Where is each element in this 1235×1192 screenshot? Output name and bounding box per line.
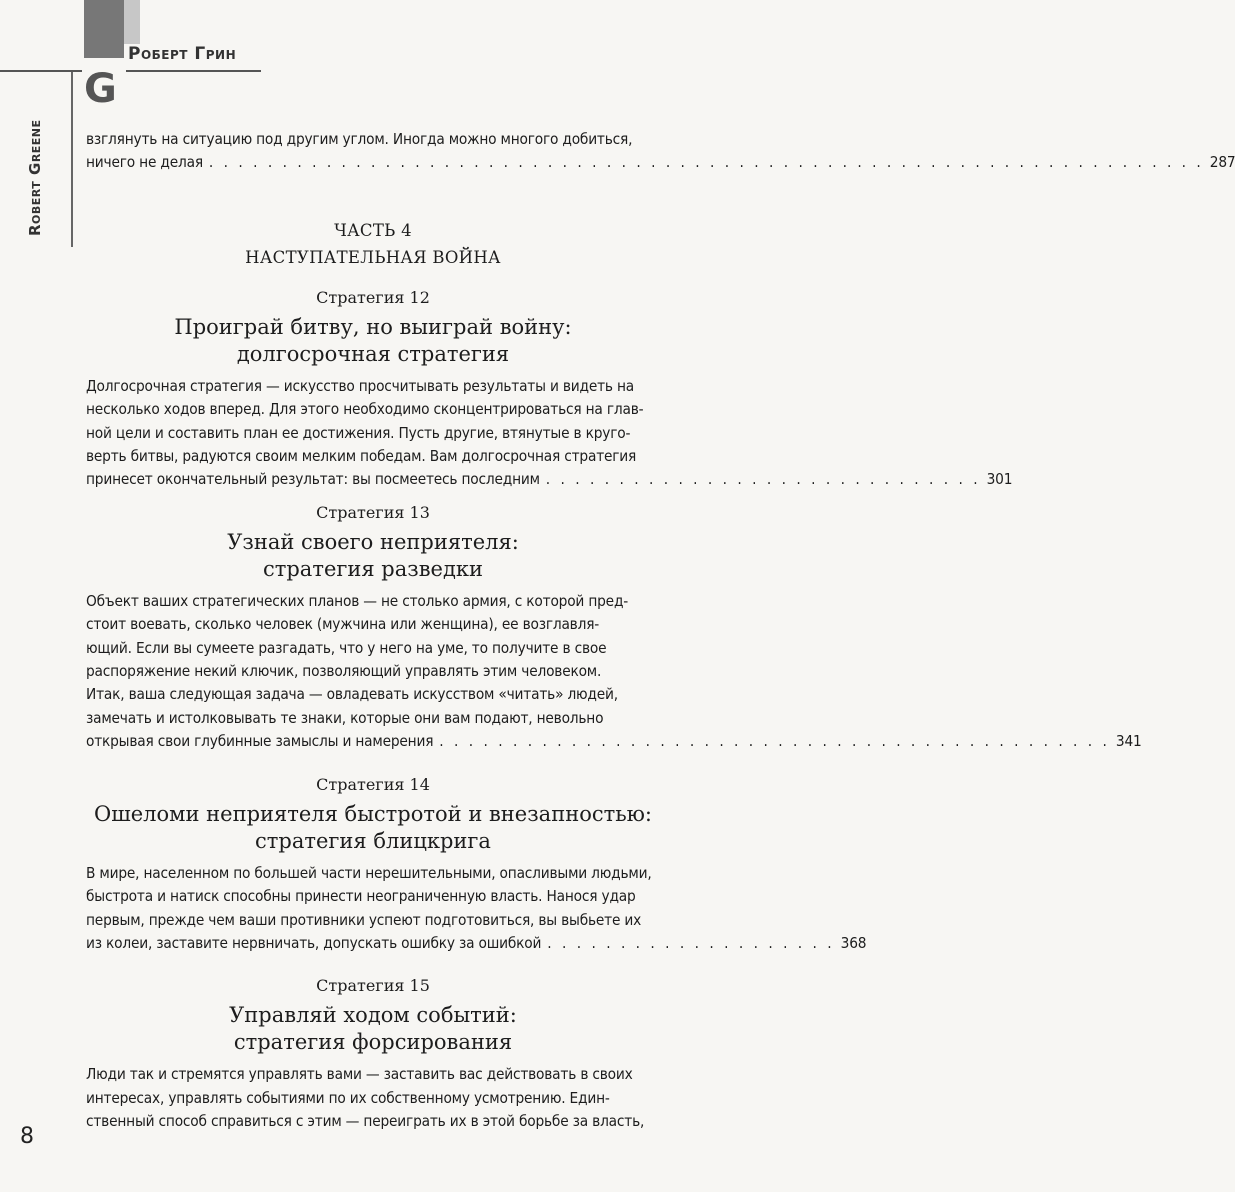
dot-leader: . . . . . . . . . . . . . . . . . . . . . . . . . . . . . . . . . . . . . . . . . . . . . . . . . . . . . . . . . . . . . . . . . . . . — [208, 153, 1204, 172]
page-ref: 301 — [986, 470, 1013, 489]
page-ref: 368 — [840, 933, 867, 952]
text-line: принесет окончательный результат: вы посмеетесь последним — [86, 470, 540, 489]
text-line: замечать и истолковывать те знаки, которые они вам подают, невольно — [86, 708, 604, 727]
strategy-title: Проиграй битву, но выиграй войну: — [174, 314, 572, 339]
text-line: ственный способ справиться с этим — переиграть их в этой борьбе за власть, — [86, 1112, 645, 1131]
page-ref: 287 — [1209, 153, 1235, 172]
strategy-subtitle: стратегия форсирования — [233, 1030, 513, 1055]
text-line: из колеи, заставите нервничать, допускать ошибку за ошибкой — [86, 933, 542, 952]
part-label: ЧАСТЬ 4 — [334, 220, 412, 240]
text-line: распоряжение некий ключик, позволяющий управлять этим человеком. — [86, 662, 602, 681]
text-line: несколько ходов вперед. Для этого необходимо сконцентрироваться на глав- — [86, 400, 644, 419]
text-line: Долгосрочная стратегия — искусство просчитывать результаты и видеть на — [86, 376, 635, 395]
toc-entry-line — [86, 730, 1142, 753]
strategy-description — [86, 375, 1013, 492]
running-head: Роберт Грин — [128, 44, 237, 64]
text-line: верть битвы, радуются своим мелким победам. Вам долгосрочная стратегия — [86, 447, 637, 466]
intro-paragraph — [86, 128, 1235, 175]
text-line: взглянуть на ситуацию под другим углом. Иногда можно многого добиться, — [86, 130, 633, 148]
dot-leader: . . . . . . . . . . . . . . . . . . . . . . . . . . . . . . — [545, 470, 981, 489]
text-line: Объект ваших стратегических планов — не столько армия, с которой пред- — [86, 591, 629, 610]
toc-entry-line — [86, 468, 1013, 491]
strategy-title: Управляй ходом событий: — [229, 1003, 517, 1028]
strategy-label: Стратегия 15 — [316, 976, 430, 996]
g-logo: G — [84, 66, 117, 112]
strategy-label: Стратегия 12 — [316, 287, 430, 307]
strategy-subtitle: стратегия разведки — [262, 556, 484, 581]
text-line: Люди так и стремятся управлять вами — заставить вас действовать в своих — [86, 1065, 633, 1084]
strategy-label: Стратегия 13 — [316, 502, 430, 522]
text-line: стоит воевать, сколько человек (мужчина или женщина), ее возглавля- — [86, 615, 600, 634]
strategy-subtitle: долгосрочная стратегия — [236, 341, 510, 366]
toc-entry-line — [86, 932, 867, 955]
text-line: быстрота и натиск способны принести неограниченную власть. Нанося удар — [86, 887, 636, 906]
text-line: ющий. Если вы сумеете разгадать, что у него на уме, то получите в свое — [86, 638, 607, 657]
strategy-title: Узнай своего неприятеля: — [227, 529, 519, 554]
text-line: В мире, населенном по большей части нерешительными, опасливыми людьми, — [86, 863, 652, 882]
text-line: Итак, ваша следующая задача — овладевать искусством «читать» людей, — [86, 685, 618, 704]
text-line: первым, прежде чем ваши противники успеют подготовиться, вы выбьете их — [86, 910, 642, 929]
header-rule-left — [0, 70, 82, 72]
strategy-label: Стратегия 14 — [316, 774, 430, 794]
page-number: 8 — [20, 1124, 34, 1149]
strategy-subtitle: стратегия блицкрига — [255, 828, 491, 853]
header-light-bar — [124, 0, 140, 44]
side-author: Robert Greene — [26, 119, 44, 236]
text-line: интересах, управлять событиями по их собственному усмотрению. Един- — [86, 1088, 610, 1107]
text-line: ной цели и составить план ее достижения. Пусть другие, втянутые в круго- — [86, 423, 631, 442]
dot-leader: . . . . . . . . . . . . . . . . . . . . . . . . . . . . . . . . . . . . . . . . . . . . . . — [439, 732, 1110, 751]
strategy-description — [86, 590, 1142, 754]
text-line: ничего не делая — [86, 153, 203, 172]
page-content — [86, 128, 1235, 1134]
part-title: НАСТУПАТЕЛЬНАЯ ВОЙНА — [245, 247, 501, 267]
dot-leader: . . . . . . . . . . . . . . . . . . . . — [547, 933, 835, 952]
page-ref: 341 — [1115, 732, 1142, 751]
strategy-description — [86, 862, 867, 956]
strategy-title: Ошеломи неприятеля быстротой и внезапностью: — [93, 801, 653, 826]
header-dark-bar — [84, 0, 124, 58]
header-rule-right — [126, 70, 261, 72]
strategy-description — [86, 1063, 660, 1133]
side-rule — [71, 72, 73, 247]
toc-entry-line — [86, 151, 1235, 174]
text-line: открывая свои глубинные замыслы и намерения — [86, 732, 434, 751]
